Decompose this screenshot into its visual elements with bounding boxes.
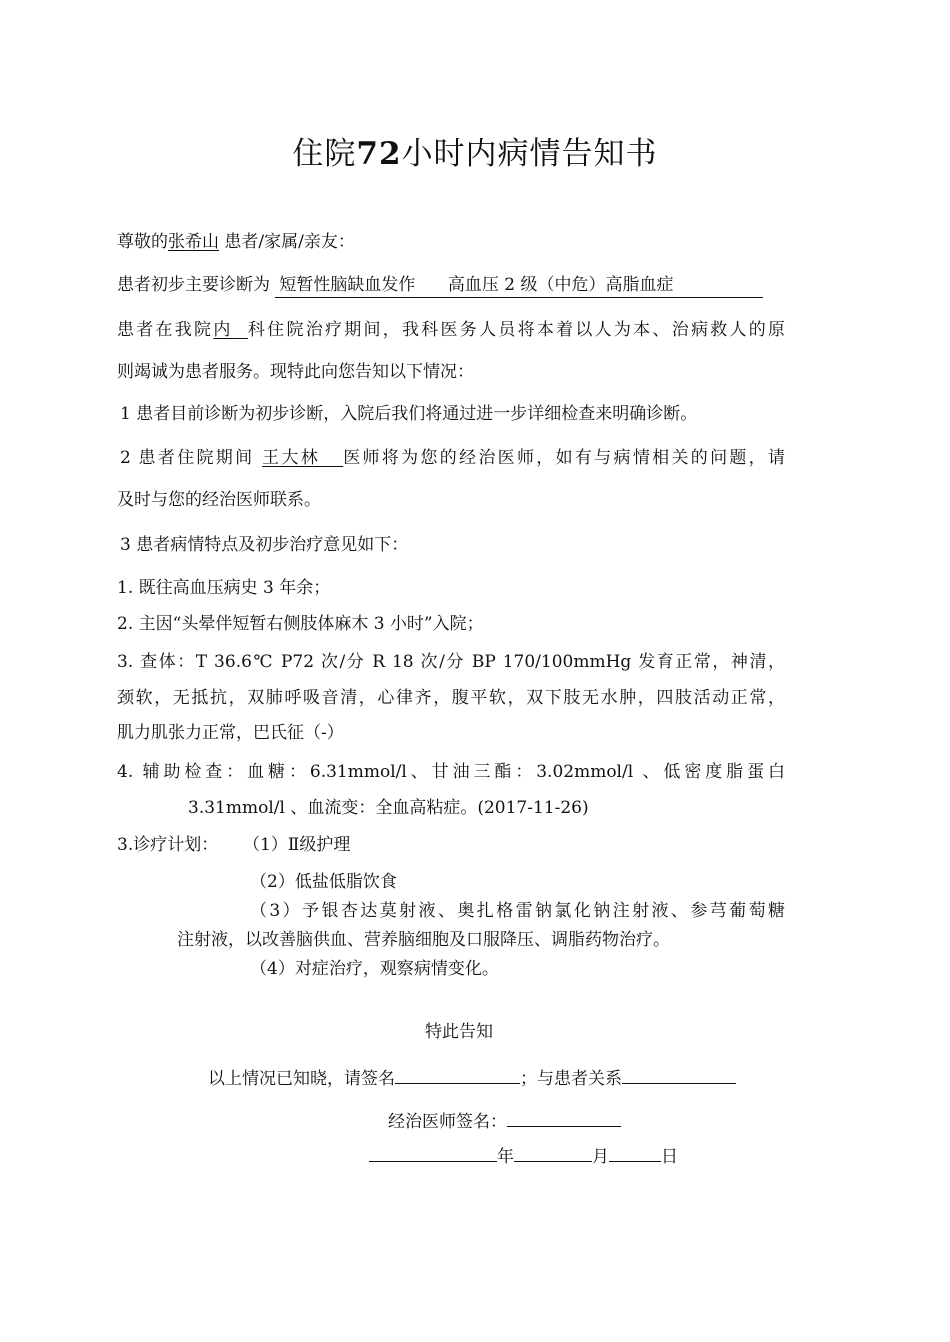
attending-doctor: 王大林 [262,448,321,468]
title-suffix: 小时内病情告知书 [401,136,658,172]
plan-label: 3.诊疗计划： [117,835,219,855]
day-field[interactable] [609,1143,661,1162]
plan-item-2: （2）低盐低脂饮食 [250,872,397,892]
day-label: 日 [661,1147,678,1167]
doctor-sign-line [388,1108,688,1134]
history-2: 2. 主因“头晕伴短暂右侧肢体麻木 3 小时”入院； [117,614,484,634]
notice-text: 特此告知 [425,1022,493,1042]
plan-item-1: （1）Ⅱ级护理 [243,835,351,855]
diagnosis-value: 短暂性脑缺血发作 高血压 2 级（中危）高脂血症 [275,273,763,298]
item-2-line-2: 及时与您的经治医师联系。 [117,490,321,510]
dept-prefix: 患者在我院 [117,320,214,340]
page-title [0,128,950,173]
plan-item-4: （4）对症治疗，观察病情变化。 [250,959,499,979]
item-3: 3 患者病情特点及初步治疗意见如下： [120,535,409,555]
dept-suffix: 科住院治疗期间，我科医务人员将本着以人为本、治病救人的原 [247,320,786,340]
date-line [369,1143,699,1169]
year-label: 年 [497,1147,514,1167]
doctor-sign-label: 经治医师签名： [388,1112,507,1132]
acknowledge-label: 以上情况已知晓，请签名 [208,1069,395,1089]
item-1: 1 患者目前诊断为初步诊断，入院后我们将通过进一步详细检查来明确诊断。 [120,404,698,424]
exam-line-2: 颈软，无抵抗，双肺呼吸音清，心律齐，腹平软，双下肢无水肿，四肢活动正常， [117,688,785,708]
month-label: 月 [592,1147,609,1167]
greeting-prefix: 尊敬的 [117,232,168,252]
plan-item-3-cont: 注射液，以改善脑供血、营养脑细胞及口服降压、调脂药物治疗。 [177,930,670,950]
doctor-signature-field[interactable] [507,1108,621,1127]
item-2-suffix: 医师将为您的经治医师，如有与病情相关的问题，请 [343,448,785,468]
plan-item-3: （3）予银杏达莫射液、奥扎格雷钠氯化钠注射液、参芎葡萄糖 [250,901,785,921]
title-prefix: 住院 [292,136,357,172]
greeting-line [117,230,785,254]
patient-name: 张希山 [168,232,219,252]
acknowledge-line [208,1065,788,1091]
title-number: 72 [356,136,402,172]
exam-line-3: 肌力肌张力正常，巴氏征（-） [117,723,344,743]
history-1: 1. 既往高血压病史 3 年余； [117,578,331,598]
diagnosis-line [117,273,785,298]
diagnosis-label: 患者初步主要诊断为 [117,275,270,295]
month-field[interactable] [514,1143,592,1162]
department-line [117,318,785,342]
relation-label: ；与患者关系 [520,1069,622,1089]
relation-field[interactable] [622,1065,736,1084]
aux-exam-line-1: 4. 辅助检查：血糖：6.31mmol/l、甘油三酯：3.02mmol/l 、低密度脂蛋白 [117,762,785,782]
department-value: 内 [213,320,233,340]
aux-exam-line-2: 3.31mmol/l 、血流变：全血高粘症。(2017-11-26) [188,798,589,818]
patient-signature-field[interactable] [395,1065,520,1084]
greeting-suffix: 患者/家属/亲友： [224,232,355,252]
item-2-line-1 [120,446,785,470]
item-2-prefix: 2 患者住院期间 [120,448,255,468]
department-line-2: 则竭诚为患者服务。现特此向您告知以下情况： [117,362,474,382]
exam-line-1: 3. 查体：T 36.6℃ P72 次/分 R 18 次/分 BP 170/100mmHg 发育正常，神清， [117,652,785,672]
year-field[interactable] [369,1143,497,1162]
